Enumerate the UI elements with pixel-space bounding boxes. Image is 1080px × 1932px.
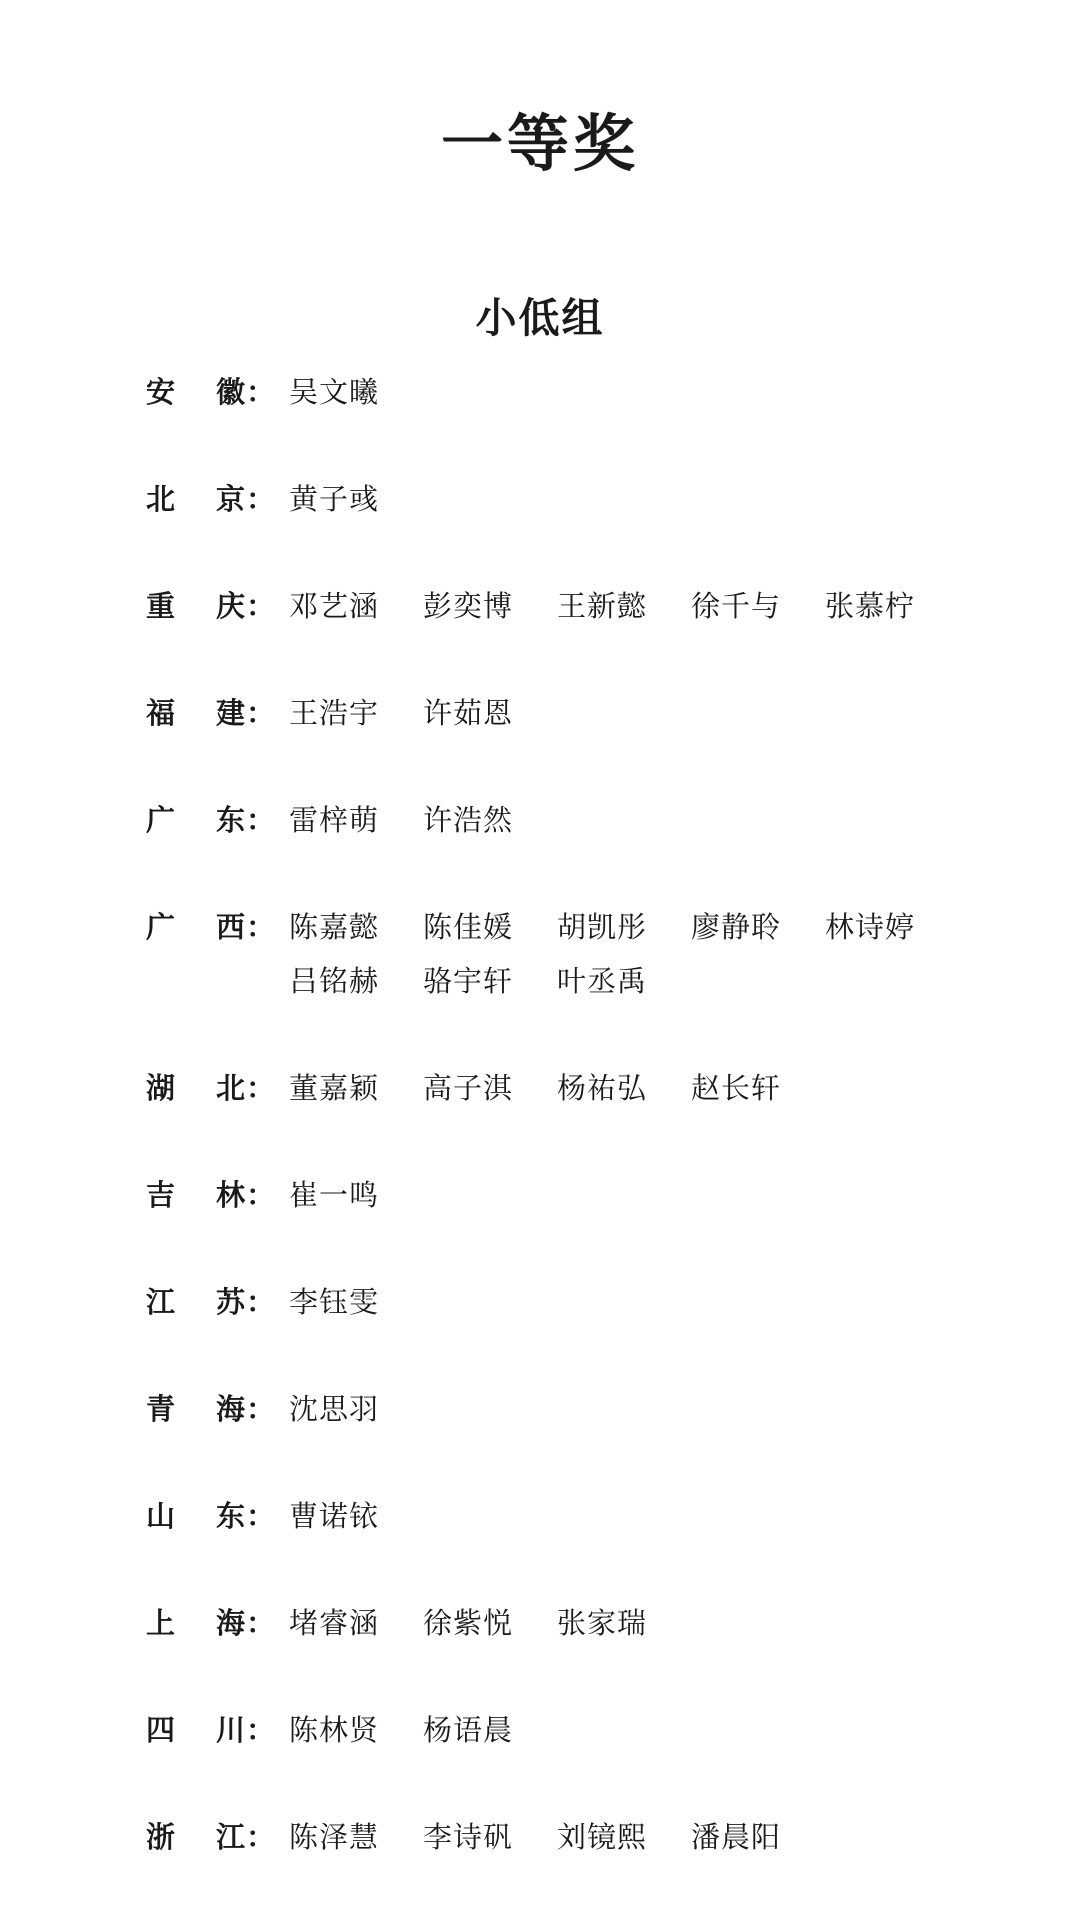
region-char: 重 (146, 589, 176, 623)
region-char: 湖 (146, 1071, 176, 1105)
winner-name: 高子淇 (423, 1071, 514, 1105)
winner-name: 董嘉颖 (289, 1071, 380, 1105)
region-colon: ： (246, 1820, 276, 1854)
region-label (146, 693, 286, 733)
winner-name: 陈嘉懿 (289, 910, 380, 944)
winner-name: 潘晨阳 (691, 1820, 782, 1854)
region-colon: ： (246, 1178, 276, 1212)
region-colon: ： (246, 1392, 276, 1426)
winner-name: 王浩宇 (289, 696, 380, 730)
winner-name: 刘镜熙 (557, 1820, 648, 1854)
winner-names (289, 693, 1009, 747)
region-label (146, 1068, 286, 1108)
region-label (146, 1817, 286, 1857)
region-label (146, 479, 286, 519)
winner-names (289, 1068, 1009, 1122)
winner-name: 黄子彧 (289, 482, 380, 516)
region-colon: ： (246, 910, 276, 944)
region-char: 广 (146, 910, 176, 944)
winner-name: 徐紫悦 (423, 1606, 514, 1640)
winner-names (289, 479, 1009, 533)
region-char: 海 (216, 1392, 246, 1426)
winner-name: 胡凯彤 (557, 910, 648, 944)
region-colon: ： (246, 696, 276, 730)
winner-names (289, 1817, 1009, 1871)
winner-name: 彭奕博 (423, 589, 514, 623)
region-colon: ： (246, 589, 276, 623)
award-title: 一等奖 (440, 107, 639, 180)
region-char: 青 (146, 1392, 176, 1426)
region-char: 山 (146, 1499, 176, 1533)
region-char: 四 (146, 1713, 176, 1747)
region-colon: ： (246, 1499, 276, 1533)
region-char: 海 (216, 1606, 246, 1640)
winner-names (289, 372, 1009, 426)
winner-name: 张家瑞 (557, 1606, 648, 1640)
region-label (146, 1603, 286, 1643)
winner-name: 叶丞禹 (557, 964, 648, 998)
winner-names (289, 1496, 1009, 1550)
group-title: 小低组 (475, 294, 605, 342)
region-char: 建 (216, 696, 246, 730)
region-colon: ： (246, 1606, 276, 1640)
winner-name: 吕铭赫 (289, 964, 380, 998)
winner-name: 杨语晨 (423, 1713, 514, 1747)
winner-names (289, 586, 1009, 640)
winner-names (289, 907, 1009, 1015)
winner-name: 邓艺涵 (289, 589, 380, 623)
region-char: 福 (146, 696, 176, 730)
region-label (146, 1496, 286, 1536)
region-char: 浙 (146, 1820, 176, 1854)
winner-names (289, 1710, 1009, 1764)
winner-names (289, 1175, 1009, 1229)
winner-name: 堵睿涵 (289, 1606, 380, 1640)
region-char: 上 (146, 1606, 176, 1640)
winner-name: 雷梓萌 (289, 803, 380, 837)
region-label (146, 1389, 286, 1429)
region-char: 东 (216, 1499, 246, 1533)
winner-name: 李钰雯 (289, 1285, 380, 1319)
winner-name: 张慕柠 (825, 589, 916, 623)
region-char: 林 (216, 1178, 246, 1212)
region-char: 川 (216, 1713, 246, 1747)
region-label (146, 907, 286, 947)
region-char: 北 (216, 1071, 246, 1105)
region-colon: ： (246, 803, 276, 837)
winner-names (289, 1282, 1009, 1336)
region-char: 北 (146, 482, 176, 516)
winner-name: 骆宇轩 (423, 964, 514, 998)
winner-name: 杨祐弘 (557, 1071, 648, 1105)
winner-name: 曹诺铱 (289, 1499, 380, 1533)
region-colon: ： (246, 482, 276, 516)
winner-name: 赵长轩 (691, 1071, 782, 1105)
region-char: 江 (216, 1820, 246, 1854)
region-char: 庆 (216, 589, 246, 623)
winner-name: 许浩然 (423, 803, 514, 837)
region-label (146, 1175, 286, 1215)
region-char: 苏 (216, 1285, 246, 1319)
winner-name: 李诗矾 (423, 1820, 514, 1854)
region-label (146, 586, 286, 626)
region-char: 东 (216, 803, 246, 837)
region-colon: ： (246, 1285, 276, 1319)
region-char: 西 (216, 910, 246, 944)
region-colon: ： (246, 375, 276, 409)
winner-name: 王新懿 (557, 589, 648, 623)
winner-name: 沈思羽 (289, 1392, 380, 1426)
region-colon: ： (246, 1071, 276, 1105)
region-char: 安 (146, 375, 176, 409)
region-label (146, 1282, 286, 1322)
winner-name: 陈佳媛 (423, 910, 514, 944)
winner-names (289, 1603, 1009, 1657)
winner-name: 陈泽慧 (289, 1820, 380, 1854)
region-char: 江 (146, 1285, 176, 1319)
region-label (146, 1710, 286, 1750)
region-label (146, 372, 286, 412)
winner-name: 陈林贤 (289, 1713, 380, 1747)
winner-name: 徐千与 (691, 589, 782, 623)
winner-name: 许茹恩 (423, 696, 514, 730)
winner-names (289, 1389, 1009, 1443)
region-char: 广 (146, 803, 176, 837)
region-char: 京 (216, 482, 246, 516)
region-label (146, 800, 286, 840)
winner-names (289, 800, 1009, 854)
winner-name: 廖静聆 (691, 910, 782, 944)
region-char: 吉 (146, 1178, 176, 1212)
region-colon: ： (246, 1713, 276, 1747)
winner-name: 崔一鸣 (289, 1178, 380, 1212)
winner-name: 吴文曦 (289, 375, 380, 409)
winner-name: 林诗婷 (825, 910, 916, 944)
region-char: 徽 (216, 375, 246, 409)
